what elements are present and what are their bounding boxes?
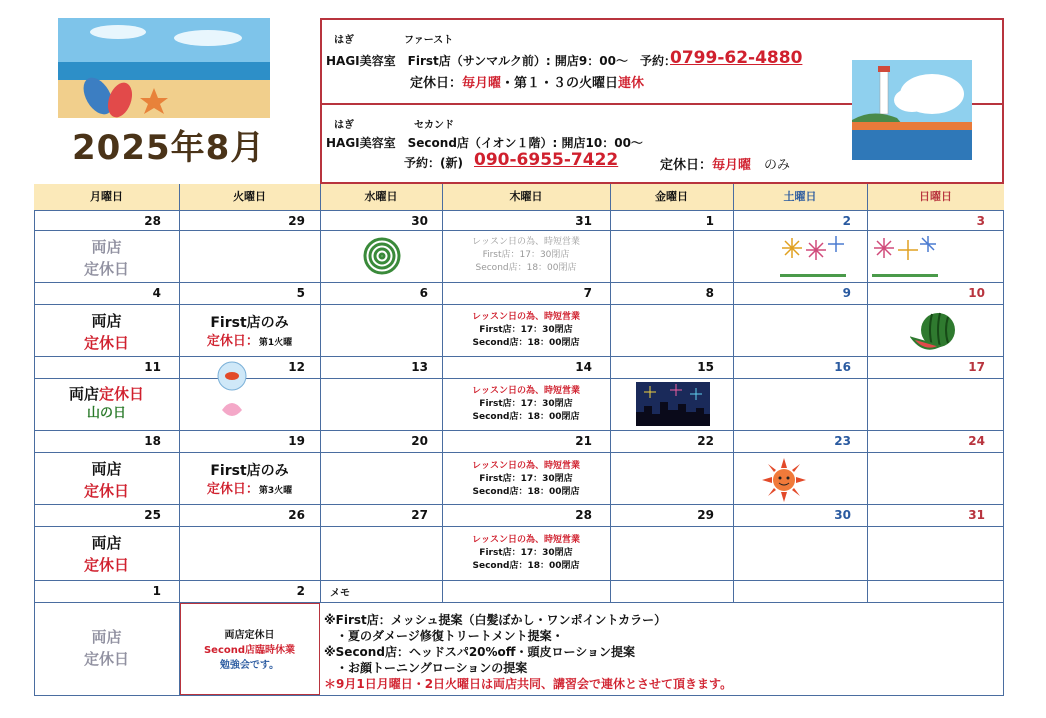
lighthouse-illustration	[852, 60, 972, 160]
day-number: 14	[575, 360, 592, 374]
day-number: 28	[144, 214, 161, 228]
grid-line	[34, 304, 1004, 305]
day-number: 22	[697, 434, 714, 448]
grid-line	[34, 378, 1004, 379]
first-ruby-first: ファースト	[404, 35, 454, 46]
day-number: 30	[834, 508, 851, 522]
grid-line	[320, 580, 321, 602]
night-fireworks-icon	[636, 382, 710, 430]
day-number: 12	[288, 360, 305, 374]
day-number: 29	[288, 214, 305, 228]
second-tel[interactable]: 090-6955-7422	[474, 150, 619, 170]
sun-icon	[762, 458, 806, 506]
day-number: 29	[697, 508, 714, 522]
mosquito-coil-icon	[362, 236, 402, 280]
day-number: 15	[697, 360, 714, 374]
day-number: 21	[575, 434, 592, 448]
both-closed-note: 両店 定休日	[83, 238, 129, 278]
weekday-wed: 水曜日	[320, 184, 442, 210]
day-number: 3	[976, 214, 985, 228]
day-number: 9	[842, 286, 851, 300]
weekday-thu: 木曜日	[442, 184, 610, 210]
lesson-note: レッスン日の為、時短営業 First店：17：30閉店 Second店：18：00閉店	[472, 237, 580, 273]
first-closed-line: 定休日：毎月曜・第１・３の火曜日連休	[410, 76, 645, 91]
day-number: 16	[834, 360, 851, 374]
day-number: 2	[842, 214, 851, 228]
day-number: 1	[152, 584, 161, 598]
day-number: 20	[411, 434, 428, 448]
grid-line	[34, 230, 1004, 231]
day-number: 24	[968, 434, 985, 448]
day-number: 31	[968, 508, 985, 522]
memo-label: メモ	[330, 588, 350, 599]
first-only-closed-note: First店のみ 定休日：第1火曜	[206, 315, 293, 349]
grid-line	[34, 580, 1004, 581]
day-number: 2	[296, 584, 305, 598]
day-number: 1	[705, 214, 714, 228]
weekday-sun: 日曜日	[867, 184, 1004, 210]
grid-line	[610, 184, 611, 602]
first-shop-line: HAGI美容室 First店（サンマルク前）: 開店9：00～ 予約：	[326, 54, 676, 68]
second-shop-line: HAGI美容室 Second店（イオン１階）: 開店10：00～	[326, 136, 643, 150]
day-number: 19	[288, 434, 305, 448]
grid-line	[320, 184, 321, 602]
weekday-sat: 土曜日	[733, 184, 867, 210]
grid-line	[34, 210, 1004, 211]
day-number: 10	[968, 286, 985, 300]
day-number: 17	[968, 360, 985, 374]
first-only-closed-note: First店のみ 定休日：第3火曜	[206, 463, 293, 497]
grid-line	[34, 430, 1004, 431]
memo-text: ※First店：メッシュ提案（白髪ぼかし・ワンポイントカラー） ・夏のダメージ修復トリートメント提案・ ※Second店：ヘッドスパ20%off・頭皮ローション提案 ・お顔トーニングローションの提案 ＊9月1日月曜日・2日火曜日は両店共同、講習会で連休とさせて頂きます。	[324, 613, 733, 691]
second-ruby-hagi: はぎ	[334, 120, 354, 131]
lesson-note: レッスン日の為、時短営業 First店：17：30閉店 Second店：18：00閉店	[472, 461, 580, 497]
day-number: 27	[411, 508, 428, 522]
day-number: 28	[575, 508, 592, 522]
both-closed-holiday-note: 両店定休日 山の日	[68, 385, 145, 421]
day-number: 8	[705, 286, 714, 300]
day-number: 18	[144, 434, 161, 448]
grid-line	[34, 282, 1004, 283]
second-closed-line: 定休日：毎月曜 のみ	[660, 158, 791, 173]
weekday-fri: 金曜日	[610, 184, 733, 210]
day-number: 30	[411, 214, 428, 228]
grid-line	[733, 184, 734, 602]
day-number: 26	[288, 508, 305, 522]
day-number: 23	[834, 434, 851, 448]
day-number: 6	[419, 286, 428, 300]
grid-line	[867, 184, 868, 602]
beach-illustration	[58, 18, 270, 118]
grid-line	[34, 504, 1004, 505]
lesson-note: レッスン日の為、時短営業 First店：17：30閉店 Second店：18：00閉店	[472, 386, 580, 422]
goldfish-icon	[212, 360, 252, 428]
second-ruby-second: セカンド	[414, 120, 454, 131]
day-number: 11	[144, 360, 161, 374]
weekday-tue: 火曜日	[179, 184, 320, 210]
first-tel[interactable]: 0799-62-4880	[670, 48, 803, 68]
lesson-note: レッスン日の為、時短営業 First店：17：30閉店 Second店：18：00閉店	[472, 535, 580, 571]
grid-line	[34, 356, 1004, 357]
watermelon-icon	[910, 310, 958, 358]
grid-line	[34, 452, 1004, 453]
day-number: 25	[144, 508, 161, 522]
weekday-mon: 月曜日	[34, 184, 179, 210]
both-closed-note: 両店 定休日	[83, 460, 129, 500]
grid-line	[34, 526, 1004, 527]
sept-both-closed-note: 両店 定休日	[83, 628, 129, 668]
first-ruby-hagi: はぎ	[334, 35, 354, 46]
fireworks-icon	[870, 234, 940, 284]
day-number: 5	[296, 286, 305, 300]
page-title: 2025年8月	[72, 128, 266, 168]
both-closed-note: 両店 定休日	[83, 312, 129, 352]
day-number: 7	[583, 286, 592, 300]
day-number: 31	[575, 214, 592, 228]
day-number: 13	[411, 360, 428, 374]
both-closed-note: 両店 定休日	[83, 534, 129, 574]
second-reserve-label: 予約：(新)	[404, 156, 463, 170]
calendar	[34, 184, 1004, 696]
day-number: 4	[152, 286, 161, 300]
lesson-note: レッスン日の為、時短営業 First店：17：30閉店 Second店：18：00閉店	[472, 312, 580, 348]
sept-tue-note: 両店定休日 Second店臨時休業 勉強会です。	[203, 630, 296, 671]
fireworks-icon	[778, 234, 848, 284]
